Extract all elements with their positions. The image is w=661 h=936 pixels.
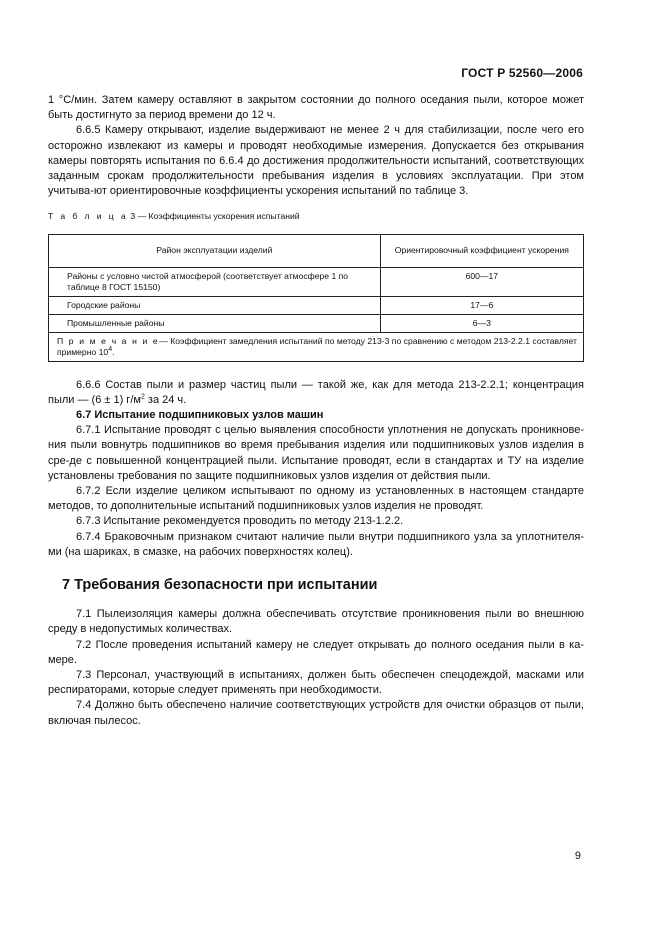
paragraph-continuation: 1 °С/мин. Затем камеру оставляют в закрытом состоянии до полного оседания пыли, которое может быть достигнуто за период времени до 12 ч. bbox=[48, 94, 584, 122]
paragraph-7-3: 7.3 Персонал, участвующий в испытаниях, должен быть обеспечен спецодеждой, масками или респираторами, которые следует применять при необходимости. bbox=[48, 669, 584, 697]
table-caption-number: 3 bbox=[130, 211, 136, 222]
paragraph-6-6-5: 6.6.5 Камеру открывают, изделие выдерживают не менее 2 ч для стабилизации, после чего его осторожно извлекают из камеры и проводят необходимые измерения. Допускается без открывания камеры повторять испытания по 6.6.4 до достижения продолжительности испытаний, соответствующих заданным срокам продолжительности пребывания изделия в условиях эксплуатации. При этом учитыва-ют ориентировочные коэффициенты ускорения испытаний по таблице 3. bbox=[48, 124, 584, 198]
paragraph-6-7-3: 6.7.3 Испытание рекомендуется проводить по методу 213-1.2.2. bbox=[76, 515, 404, 528]
paragraph-7-2: 7.2 После проведения испытаний камеру не следует открывать до полного оседания пыли в ка-мере. bbox=[48, 638, 584, 666]
table-note-row bbox=[49, 332, 584, 361]
paragraph-6-6-6-end: за 24 ч. bbox=[144, 393, 187, 406]
acceleration-table bbox=[48, 234, 584, 362]
document-body bbox=[48, 93, 584, 729]
paragraph-6-7-2: 6.7.2 Если изделие целиком испытывают по одному из установленных в настоящем стандарте методов, то дополнительные испытаний подшипниковых узлов изделия не проводят. bbox=[48, 485, 584, 513]
table-caption-text: — Коэффициенты ускорения испытаний bbox=[137, 211, 300, 222]
table-cell-coefficient: 17—6 bbox=[380, 296, 583, 314]
paragraph-6-7-4: 6.7.4 Браковочным признаком считают наличие пыли внутри подшипникого узла за уплотнителя-ми (на шариках, в смазке, на рабочих поверхностях колец). bbox=[48, 530, 584, 558]
table-cell-region: Промышленные районы bbox=[49, 314, 381, 332]
document-header-id: ГОСТ Р 52560—2006 bbox=[461, 66, 583, 80]
table-header-region: Район эксплуатации изделий bbox=[49, 234, 381, 267]
table-note-end: . bbox=[112, 346, 115, 357]
table-row bbox=[49, 296, 584, 314]
table-header-coefficient: Ориентировочный коэффициент ускорения bbox=[380, 234, 583, 267]
heading-6-7: 6.7 Испытание подшипниковых узлов машин bbox=[76, 409, 324, 422]
table-caption bbox=[48, 209, 584, 224]
table-header-row bbox=[49, 234, 584, 267]
table-cell-coefficient: 6—3 bbox=[380, 314, 583, 332]
paragraph-7-4: 7.4 Должно быть обеспечено наличие соответствующих устройств для очистки образцов от пыли, включая пылесос. bbox=[48, 699, 584, 727]
table-row bbox=[49, 267, 584, 296]
paragraph-6-6-6-superscript: 2 bbox=[140, 393, 145, 401]
section-7-title: 7 Требования безопасности при испытании bbox=[62, 577, 378, 594]
page-number: 9 bbox=[574, 850, 581, 862]
paragraph-6-6-6-text: 6.6.6 Состав пыли и размер частиц пыли — такой же, как для метода 213-2.2.1; концентрация пыли — (6 ± 1) г/м bbox=[48, 378, 584, 406]
table-note bbox=[49, 332, 584, 361]
table-cell-region: Районы с условно чистой атмосферой (соответствует атмосфере 1 по таблице 8 ГОСТ 15150) bbox=[49, 267, 381, 296]
table-cell-region: Городские районы bbox=[49, 296, 381, 314]
table-note-text: — Коэффициент замедления испытаний по методу 213-3 по сравнению с методом 213-2.2.1 составляет примерно 10 bbox=[57, 335, 577, 357]
table-cell-coefficient: 600—17 bbox=[380, 267, 583, 296]
table-row bbox=[49, 314, 584, 332]
paragraph-6-6-6 bbox=[48, 378, 584, 408]
paragraph-7-1: 7.1 Пылеизоляция камеры должна обеспечивать отсутствие проникновения пыли во внешнюю среду в недопустимых количествах. bbox=[48, 608, 584, 636]
paragraph-6-7-1: 6.7.1 Испытание проводят с целью выявления способности уплотнения не допускать проникнове-ния пыли вовнутрь подшипников во время пребывания изделия или подшипниковых узлов изделия в сре-де с повышенной концентрацией пыли. Испытание проводят, если в стандартах и ТУ на изделие установлены требования по защите подшипниковых узлов изделия от действия пыли. bbox=[48, 424, 584, 482]
table-caption-prefix: Т а б л и ц а bbox=[48, 211, 128, 222]
table-note-superscript: 4 bbox=[108, 345, 113, 353]
table-note-prefix: П р и м е ч а н и е bbox=[57, 335, 160, 346]
